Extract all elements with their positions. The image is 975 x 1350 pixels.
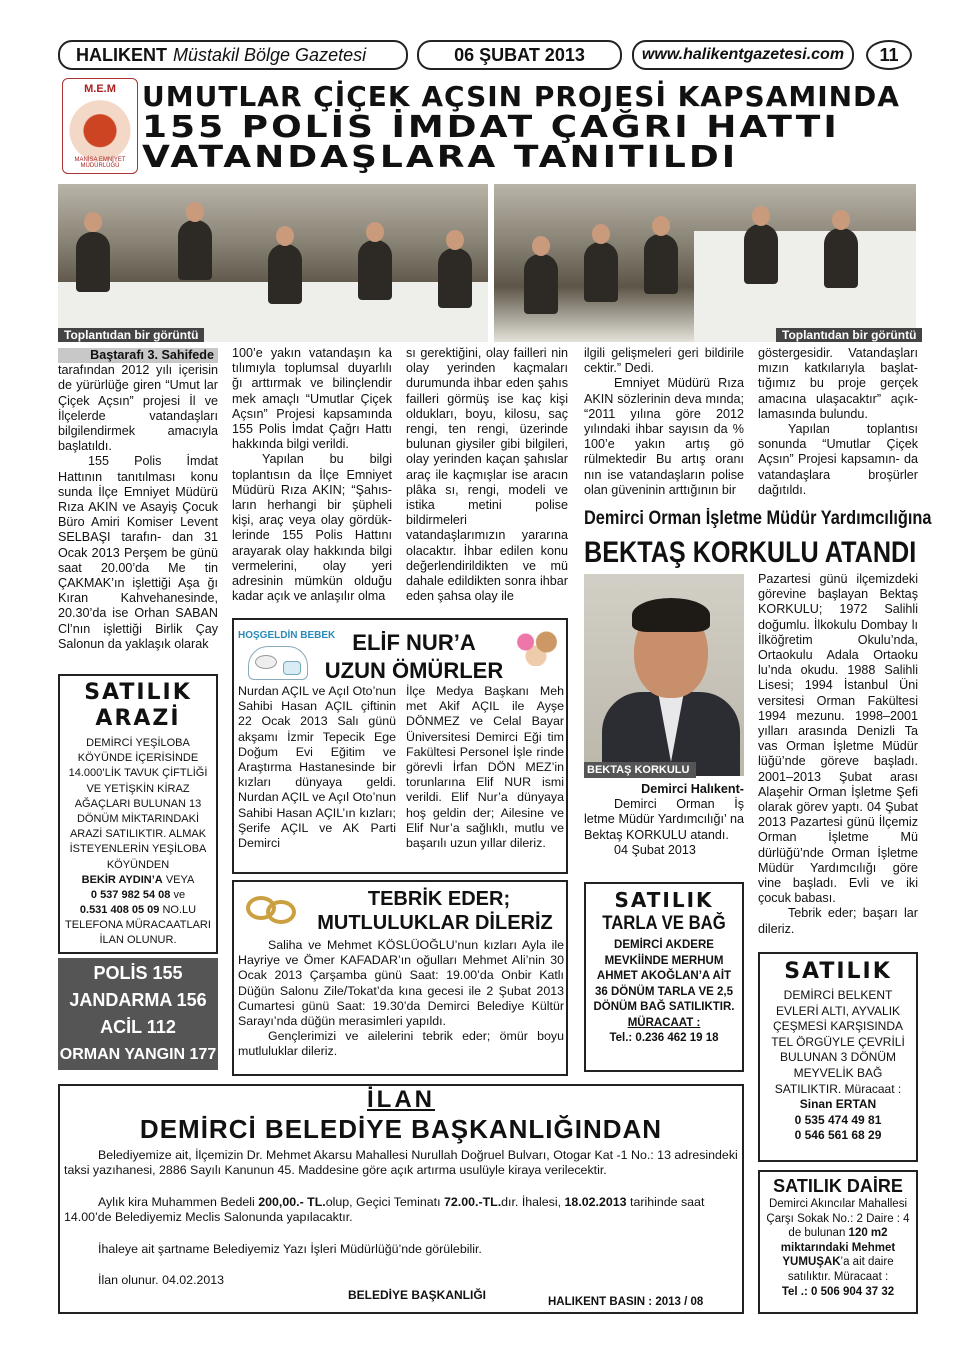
photo-person-head	[84, 212, 102, 232]
photo-person-head	[446, 230, 464, 250]
ad-satilik-daire	[758, 1170, 918, 1314]
paper-tagline: Müstakil Bölge Gazetesi	[173, 44, 367, 65]
ad-daire-phone: Tel .: 0 506 904 37 32	[781, 1285, 895, 1298]
bektas-body-column	[758, 572, 918, 937]
emergency-ambulance: ACİL 112	[100, 1017, 176, 1037]
photo-person-head	[832, 210, 850, 230]
bektas-headline: BEKTAŞ KORKULU ATANDI	[584, 536, 917, 569]
ad-arazi-contact	[64, 873, 212, 888]
ad-tarla-body: DEMİRCİ AKDERE MEVKİİNDE MERHUM AHMET AKOĞLAN’A AİT 36 DÖNÜM TARLA VE 2,5 DÖNÜM BAĞ SATILIKTIR.	[593, 939, 735, 1013]
notice-rent-label: Aylık kira Muhammen Bedeli	[98, 1194, 255, 1209]
stork-icon	[248, 646, 308, 680]
bektas-body: Pazartesi günü ilçemizdeki görevine başlayan Bektaş KORKULU; 1972 Salihli doğumlu. İlkokulu Dombay lı İlköğretim Okulu’nda, Ortaokulu Adala Ortaoku lu’nda okudu. 1988 Salihli Lisesi; 1994 İstanbul Üni versitesi Orman Fakültesi 1994 mezunu. 1998–2001 yılları arasında Denizli Ta vas Orman İşletme Müdür lüğü’nde göreve başladı. 2001–2013 Şubat arası Alaşehir Orman İşletme Şefi olarak görev yaptı. 04 Şubat 2013 Pazartesi günü İlçemiz Orman İşletme Mü dürlüğü’nde Orman İşletme Müdür Yardımcılığı göre vine başladı. Evli ve iki çocuk babası.	[758, 572, 918, 906]
story-paragraph: Yapılan bu bilgi toplantısın da İlçe Emniyet Müdürü Rıza AKIN; “Şahıs- ların herhangi bir şüpheli kişi, araç veya olay gördük- lerinde 155 Polis Hattını arayarak olay hakkında bilgi vermelerini, olay yeri adresinin mümkün olduğu kadar açık ve anlaşılır olma	[232, 452, 392, 604]
ad-arazi-phone-1: 0 537 982 54 08	[90, 888, 171, 901]
birth-banner: HOŞGELDİN BEBEK	[238, 630, 336, 641]
story-column-3	[406, 346, 568, 604]
story-paragraph: 155 Polis İmdat Hattının tanıtılması konu sunda İlçe Emniyet Müdürü Rıza AKIN ve Asayiş Çocuk Büro Amiri Komiser Levent SELBAŞI tarafın- dan 31 Ocak 2013 Perşem be günü saat 20.00’da Me tin ÇAKMAK’ın işlettiği Aşa ğı Kıran Kahvehanesinde, 20.30’da ise Orhan SABAN Cl’nın işlettiği Birlik Çay Salonun da yaklaşık olarak	[58, 454, 218, 651]
story-paragraph: tarafından 2012 yılı içerisin de yürürlüğe giren “Umut lar Çiçek Açsın” projesi İl ve İlçelerde vatandaşları bilgilendirmek amacıyla başlatıldı.	[58, 363, 218, 454]
ad-daire-body-bold: 120 m2 miktarındaki Mehmet YUMUŞAK	[780, 1227, 896, 1269]
bektas-kicker: Demirci Orman İşletme Müdür Yardımcılığına	[584, 508, 932, 529]
headline-line-1: UMUTLAR ÇİÇEK AÇSIN PROJESİ KAPSAMINDA	[142, 80, 900, 113]
police-logo	[62, 78, 138, 174]
wedding-title-2: MUTLULUKLAR DİLERİZ	[317, 912, 553, 934]
photo-person	[438, 248, 472, 308]
bektas-lead-source: Demirci Halıkent-	[641, 782, 744, 796]
birth-right-text: İlçe Medya Başkanı Meh met Akif AÇIL ile Ayşe DÖNMEZ ve Celal Bayar Üniversitesi Demirci Eği tim Fakültesi Personel İşle rinde görevli İrfan DÖN MEZ’in torunlarına Elif NUR ismi verildi. Elif Nur’a dünyaya hoş geldin der; Ailesine ve Elif Nur’a sağlıklı, mutlu ve başarılı uzun yıllar dileriz.	[406, 684, 564, 851]
masthead-title	[58, 40, 408, 70]
notice-paragraph-4: İlan olunur. 04.02.2013	[98, 1273, 225, 1288]
notice-label: İLAN	[367, 1086, 435, 1113]
notice-signature: BELEDİYE BAŞKANLIĞI	[348, 1288, 487, 1302]
photo-person-head	[186, 202, 204, 222]
story-paragraph: 100’e yakın vatandaşın ka tılımıyla toplumsal duyarlılı ğı arttırmak ve bilinçlendir mek amaçlı “Umutlar Çiçek Açsın” Projesi kapsamında 155 Polis İmdat Çağrı Hattı hakkında bilgi verildi.	[232, 346, 392, 452]
wedding-announcement	[232, 880, 568, 1076]
ad-arazi-phone-2-suffix: NO.LU	[162, 903, 197, 916]
photo-person	[824, 228, 858, 288]
wedding-title-1: TEBRİK EDER;	[367, 888, 511, 910]
wedding-text: Saliha ve Mehmet KÖSLÜOĞLU’nun kızları Ayla ile Hayriye ve Ömer KAFADAR’ın oğulları Mehmet Ali’nin 30 Ocak 2013 Çarşamba günü Saat: 19.00’da Onbir Katlı Düğün Salonu Zile/Tokat’da kına gecesi ile 2 Şubat 2013 Cumartesi günü Saat: 19.30’da Demirci Belediye Kültür Sarayı’nda düğün merasimleri yapıldı.	[238, 938, 564, 1029]
ad-arazi-phone-1-suffix: ve	[173, 888, 186, 901]
notice-title: DEMİRCİ BELEDİYE BAŞKANLIĞINDAN	[139, 1114, 663, 1144]
photo-person	[76, 232, 110, 292]
website-link[interactable]: www.halikentgazetesi.com	[632, 40, 854, 70]
story-column-5	[758, 346, 918, 498]
notice-paragraph-3: İhaleye ait şartname Belediyemiz Yazı İşleri Müdürlüğü’nde görülebilir.	[98, 1241, 482, 1256]
photo-person-head	[652, 216, 670, 236]
story-column-1	[58, 348, 218, 652]
ad-bag-contact-name: Sinan ERTAN	[799, 1097, 877, 1112]
ad-arazi-title-1: SATILIK	[84, 680, 192, 705]
photo-person	[524, 254, 558, 314]
wedding-closing: Gençlerimizi ve ailelerini tebrik eder; ömür boyu mutluluklar dileriz.	[238, 1029, 564, 1059]
notice-auction-time: tarihinde saat 14.00’de Belediyemiz Meclis Salonunda yapılacaktır.	[64, 1194, 705, 1225]
bektas-portrait	[584, 574, 744, 776]
ad-tarla-title-1: SATILIK	[614, 888, 714, 912]
continued-label: Baştarafı 3. Sahifede	[58, 348, 218, 363]
notice-paragraph-2	[64, 1195, 740, 1226]
photo-person	[358, 240, 392, 300]
notice-deposit-label: olup, Geçici Teminatı	[325, 1194, 441, 1209]
meeting-photo-right	[494, 184, 916, 342]
notice-rent-value: 200,00.- TL.	[258, 1194, 326, 1209]
emergency-gendarmerie: JANDARMA 156	[69, 990, 207, 1010]
ad-bag-phone-1: 0 535 474 49 81	[794, 1112, 882, 1127]
ad-daire-title: SATILIK DAİRE	[773, 1176, 903, 1196]
notice-deposit-value: 72.00.-TL.	[444, 1194, 502, 1209]
bektas-closing: Tebrik eder; başarı lar dileriz.	[758, 906, 918, 936]
ad-arazi-body: DEMİRCİ YEŞİLOBA KÖYÜNDE İÇERİSİNDE 14.000’LİK TAVUK ÇİFTLİĞİ VE YETİŞKİN KİRAZ AĞAÇLARI BULUNAN 13 DÖNÜM MİKTARINDAKİ ARAZİ SATILIKTIR. ALMAK İSTEYENLERİN YEŞİLOBA KÖYÜNDEN	[68, 737, 208, 871]
photo-person	[178, 220, 212, 280]
meeting-photo-left	[58, 184, 488, 342]
birth-announcement	[232, 618, 568, 874]
photo-person-head	[752, 206, 770, 226]
photo-person	[268, 244, 302, 304]
notice-auction-label: dır. İhalesi,	[501, 1194, 562, 1209]
ad-tarla-contact-label: MÜRACAAT :	[627, 1016, 701, 1029]
photo-caption-left: Toplantıdan bir görüntü	[58, 328, 204, 342]
photo-person-head	[532, 236, 550, 256]
portrait-hair	[632, 598, 710, 632]
wedding-text-block	[238, 938, 564, 1060]
story-column-4	[584, 346, 744, 498]
ad-satilik-bag	[758, 952, 918, 1162]
notice-auction-date: 18.02.2013	[564, 1194, 627, 1209]
story-paragraph: Emniyet Müdürü Rıza AKIN sözlerinin deva mında; “2011 yılına göre 2012 yılındaki ihbar sayısın da % 100’e yakın artış gö rülmektedir Bu artış oranı nın ise vatandaşların polise olan güveninin arttığının bir	[584, 376, 744, 497]
birth-left-text: Nurdan AÇIL ve Açıl Oto’nun Sahibi Hasan AÇIL çiftinin 22 Ocak 2013 Salı günü akşamı İzmir Tepecik Ege Doğum Evi Eğitim ve Araştırma Hastanesinde bir kızları dünyaya geldi. Nurdan AÇIL ve Açıl Oto’nun Sahibi Hasan AÇIL’ın kızları; Şerife AÇIL ve AK Parti Demirci	[238, 684, 396, 851]
headline-line-3: VATANDAŞLARA TANITILDI	[142, 140, 739, 175]
story-column-2	[232, 346, 392, 604]
issue-date: 06 ŞUBAT 2013	[417, 40, 622, 70]
bektas-photo-label: BEKTAŞ KORKULU	[584, 762, 696, 778]
ad-arazi-phone-1-row	[64, 888, 212, 903]
story-paragraph: ilgili gelişmeleri geri bildirile cektir.” Dedi.	[584, 346, 744, 376]
photo-table	[694, 231, 916, 342]
photo-person	[744, 224, 778, 284]
headline-line-2: 155 POLİS İMDAT ÇAĞRI HATTI	[142, 110, 840, 145]
emergency-police: POLİS 155	[93, 963, 183, 983]
logo-bottom-text: MANİSA EMNİYET MÜDÜRLÜĞÜ	[74, 157, 126, 169]
story-paragraph: göstergesidir. Vatandaşları mızın katkılarıyla başlat- tığımız bu proje gerçek amacına ulaşacaktır” açık- lamasında bulundu.	[758, 346, 918, 421]
ad-bag-title: SATILIK	[784, 959, 892, 984]
emergency-forest-fire: ORMAN YANGIN 177	[59, 1046, 217, 1063]
ad-arazi-contact-suffix: VEYA	[165, 873, 195, 886]
ad-arazi-contact-name: BEKİR AYDIN’A	[81, 873, 163, 886]
notice-press-number: HALIKENT BASIN : 2013 / 08	[548, 1296, 704, 1308]
paper-name: HALIKENT	[76, 44, 167, 65]
page-number: 11	[866, 40, 912, 70]
teddy-bear-icon	[510, 626, 562, 666]
photo-person	[584, 242, 618, 302]
ad-arazi-title-2: ARAZİ	[95, 706, 181, 731]
municipality-notice	[58, 1084, 744, 1314]
ad-daire-body-2: ’a ait daire satılıktır. Müracaat :	[787, 1256, 894, 1283]
story-paragraph: Yapılan toplantısı sonunda “Umutlar Çiçek Açsın” Projesi kapsamın- da vatandaşlara broşürler dağıtıldı.	[758, 422, 918, 497]
bektas-lead	[584, 782, 744, 858]
photo-person-head	[276, 226, 294, 246]
emergency-numbers-box	[58, 958, 218, 1070]
birth-title-2: UZUN ÖMÜRLER	[324, 658, 504, 683]
photo-caption-right: Toplantıdan bir görüntü	[776, 328, 922, 342]
logo-top-text: M.E.M	[84, 83, 116, 95]
ad-bag-body: DEMİRCİ BELKENT EVLERİ ALTI, AYVALIK ÇEŞMESİ KARŞISINDA TEL ÖRGÜYLE ÇEVRİLİ BULUNAN 3 DÖNÜM MEYVELİK BAĞ SATILIKTIR. Müracaat :	[771, 988, 905, 1096]
photo-person-head	[366, 222, 384, 242]
ad-arazi-phone-2-row	[64, 903, 212, 918]
ad-tarla-title-2: TARLA VE BAĞ	[602, 913, 726, 934]
bektas-lead-text: Demirci Orman İş letme Müdür Yardımcılığı’ na Bektaş KORKULU atandı.	[584, 797, 744, 842]
photo-person	[644, 234, 678, 294]
story-paragraph: sı gerektiğini, olay failleri nin olay yerinden kaçmaları durumunda ihbar eden şahıs failleri görmüş ise kaç kişi oldukları, boyu, kilosu, saç rengi, ten rengi, üzerinde bulunan giysiler gibi bilgileri, olay yerinden kaçan şahıslar araç ile kaçmışlar ise aracın plâka sı, rengi, modeli ve istika metini polise bildirmeleri vatandaşlarımızın yararına olacaktır. İhbar edilen konu değerlendirildikten ve mü dahale edildikten sonra ihbar eden şahsa olay ile	[406, 346, 568, 604]
notice-body	[64, 1148, 740, 1288]
photo-person-head	[592, 224, 610, 244]
ad-satilik-arazi	[58, 674, 218, 954]
ad-arazi-phone-2: 0.531 408 05 09	[79, 903, 160, 916]
bektas-lead-date: 04 Şubat 2013	[614, 842, 696, 857]
ad-arazi-footer: TELEFONA MÜRACAATLARI İLAN OLUNUR.	[65, 918, 211, 946]
ad-daire-body-1: Demirci Akıncılar Mahallesi Çarşı Sokak No.: 2 Daire : 4 de bulunan	[766, 1198, 910, 1240]
ad-daire-body	[764, 1197, 912, 1285]
wedding-rings-icon	[244, 890, 304, 928]
notice-paragraph-1: Belediyemize ait, İlçemizin Dr. Mehmet Akarsu Mahallesi Nurullah Doğruel Bulvarı, Otogar Kat -1 No.: 13 adresindeki taksi yazıhanesi, 2886 Sayılı Kanunun 45. Maddesine göre açık artırma usulüyle kiraya verilecektir.	[64, 1148, 738, 1178]
ad-bag-phone-2: 0 546 561 68 29	[794, 1127, 882, 1142]
birth-title-1: ELİF NUR’A	[352, 630, 476, 655]
ad-tarla-bag	[584, 882, 744, 1072]
ad-tarla-phone: Tel.: 0.236 462 19 18	[609, 1031, 719, 1044]
